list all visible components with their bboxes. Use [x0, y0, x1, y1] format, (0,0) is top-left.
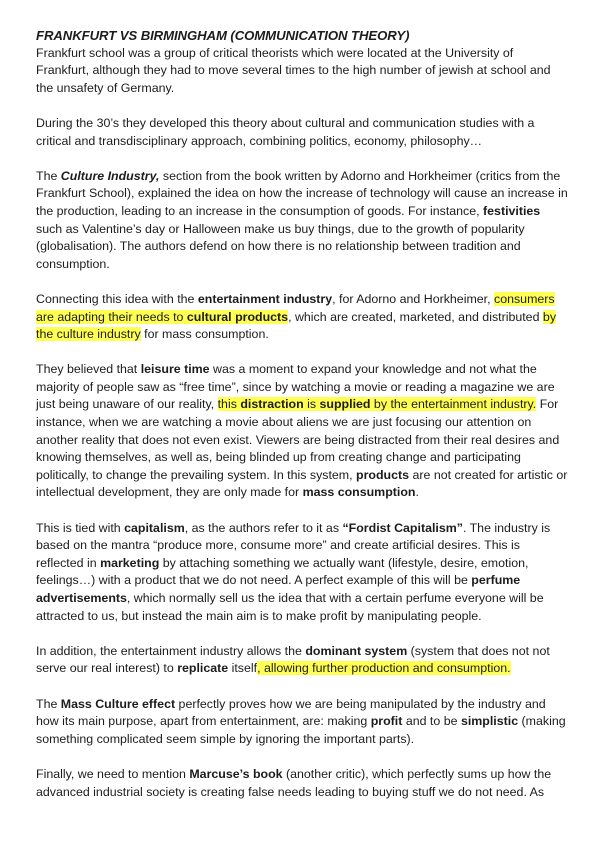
text-run: .	[415, 485, 419, 500]
styled-run: entertainment industry	[197, 291, 333, 306]
text-run: The	[36, 696, 61, 711]
styled-run: profit	[370, 714, 403, 729]
styled-run: perfume advertisements	[36, 573, 521, 605]
text-run: Frankfurt school was a group of critical theorists which were located at the University of Frankfurt, although they had to move several times to the high number of jewish at school and the unsafety of Germany.	[36, 45, 551, 95]
styled-run: is	[303, 397, 320, 412]
text-run: for mass consumption.	[140, 327, 269, 342]
styled-run: products	[356, 467, 410, 482]
styled-run: Mass Culture effect	[60, 696, 176, 711]
text-run: and to be	[402, 714, 461, 729]
text-run: . The industry is based on the mantra “produce more, consume more” and create artificial desires. This is reflected in	[36, 520, 551, 570]
text-run: section from the book written by Adorno and Horkheimer (critics from the Frankfurt School), explained the idea on how the increase of technology will cause an increase in the production, leading to an increase in the consumption of goods. For instance,	[36, 168, 568, 218]
paragraph-3	[36, 168, 568, 274]
paragraph-8	[36, 696, 568, 749]
document-title: FRANKFURT VS BIRMINGHAM (COMMUNICATION THEORY)	[36, 28, 410, 43]
styled-run: dominant system	[305, 643, 408, 658]
styled-run: “Fordist Capitalism”	[342, 520, 463, 535]
text-run: , which normally sell us the idea that with a certain perfume everyone will be attracted to us, but instead the main aim is to make profit by manipulating people.	[36, 591, 544, 623]
styled-run: leisure time	[140, 362, 210, 377]
styled-run: , allowing further production and consumption.	[257, 661, 511, 676]
text-run: For instance, when we are watching a movie about aliens we are just focusing our attention on another reality that does not even exist. Viewers are being distracted from their real desires and knowing themselves, as well as, being blinded up from creating change and participating politically, to change the prevailing system. In this system,	[36, 397, 560, 482]
styled-run: this	[217, 397, 241, 412]
styled-run: marketing	[100, 555, 160, 570]
text-run: In addition, the entertainment industry allows the	[36, 643, 306, 658]
text-run: itself	[228, 661, 258, 676]
text-run: Finally, we need to mention	[36, 766, 190, 781]
styled-run: consumers are adapting their needs to	[36, 291, 555, 324]
paragraph-6	[36, 520, 568, 626]
text-run: , which are created, marketed, and distributed	[288, 309, 543, 324]
text-run: , for Adorno and Horkheimer,	[332, 291, 494, 306]
paragraph-9	[36, 766, 568, 801]
text-run: (system that does not not serve our real interest) to	[36, 643, 550, 676]
text-run: by attaching something we actually want (lifestyle, desire, emotion, feelings…) with a product that we do not need. A perfect example of this will be	[36, 555, 529, 588]
styled-run: by the entertainment industry.	[370, 397, 537, 412]
paragraph-4	[36, 291, 568, 344]
styled-run: Culture Industry,	[60, 168, 160, 183]
styled-run: cultural products	[186, 309, 289, 324]
styled-run: Marcuse’s book	[189, 766, 283, 781]
text-run: are not created for artistic or intellectual development, they are only made for	[36, 467, 568, 500]
styled-run: festivities	[483, 203, 541, 218]
text-run: was a moment to expand your knowledge and not what the majority of people saw as “free time”, since by watching a movie or reading a magazine we are just being unaware of our reality,	[36, 362, 555, 412]
styled-run: simplistic	[460, 714, 519, 729]
styled-run: replicate	[177, 661, 229, 676]
paragraph-1	[36, 45, 568, 98]
styled-run: capitalism	[124, 520, 185, 535]
text-run: (making something complicated seem simple by ignoring the important parts).	[36, 714, 566, 746]
text-run: Connecting this idea with the	[36, 291, 198, 306]
paragraph-2	[36, 115, 568, 150]
text-run: , as the authors refer to it as	[184, 520, 343, 535]
text-run: This is tied with	[36, 520, 125, 535]
text-run: During the 30’s they developed this theory about cultural and communication studies with a critical and transdisciplinary approach, combining politics, economy, philosophy…	[36, 115, 535, 148]
text-run: such as Valentine’s day or Halloween make us buy things, due to the growth of popularity (globalisation). The authors defend on how there is no relationship between tradition and consumption.	[36, 221, 525, 271]
paragraph-5	[36, 361, 568, 502]
text-run: perfectly proves how we are being manipulated by the industry and how its main purpose, apart from entertainment, are: making	[36, 696, 546, 729]
text-run: They believed that	[36, 362, 141, 377]
styled-run: distraction	[240, 397, 304, 412]
text-run: (another critic), which perfectly sums up how the advanced industrial society is creating false needs leading to buying stuff we do not need. As	[36, 766, 552, 799]
styled-run: mass consumption	[302, 485, 416, 500]
styled-run: supplied	[319, 397, 371, 412]
document-body	[36, 45, 568, 802]
text-run: The	[36, 168, 61, 183]
paragraph-7	[36, 643, 568, 678]
styled-run: by the culture industry	[36, 309, 557, 342]
